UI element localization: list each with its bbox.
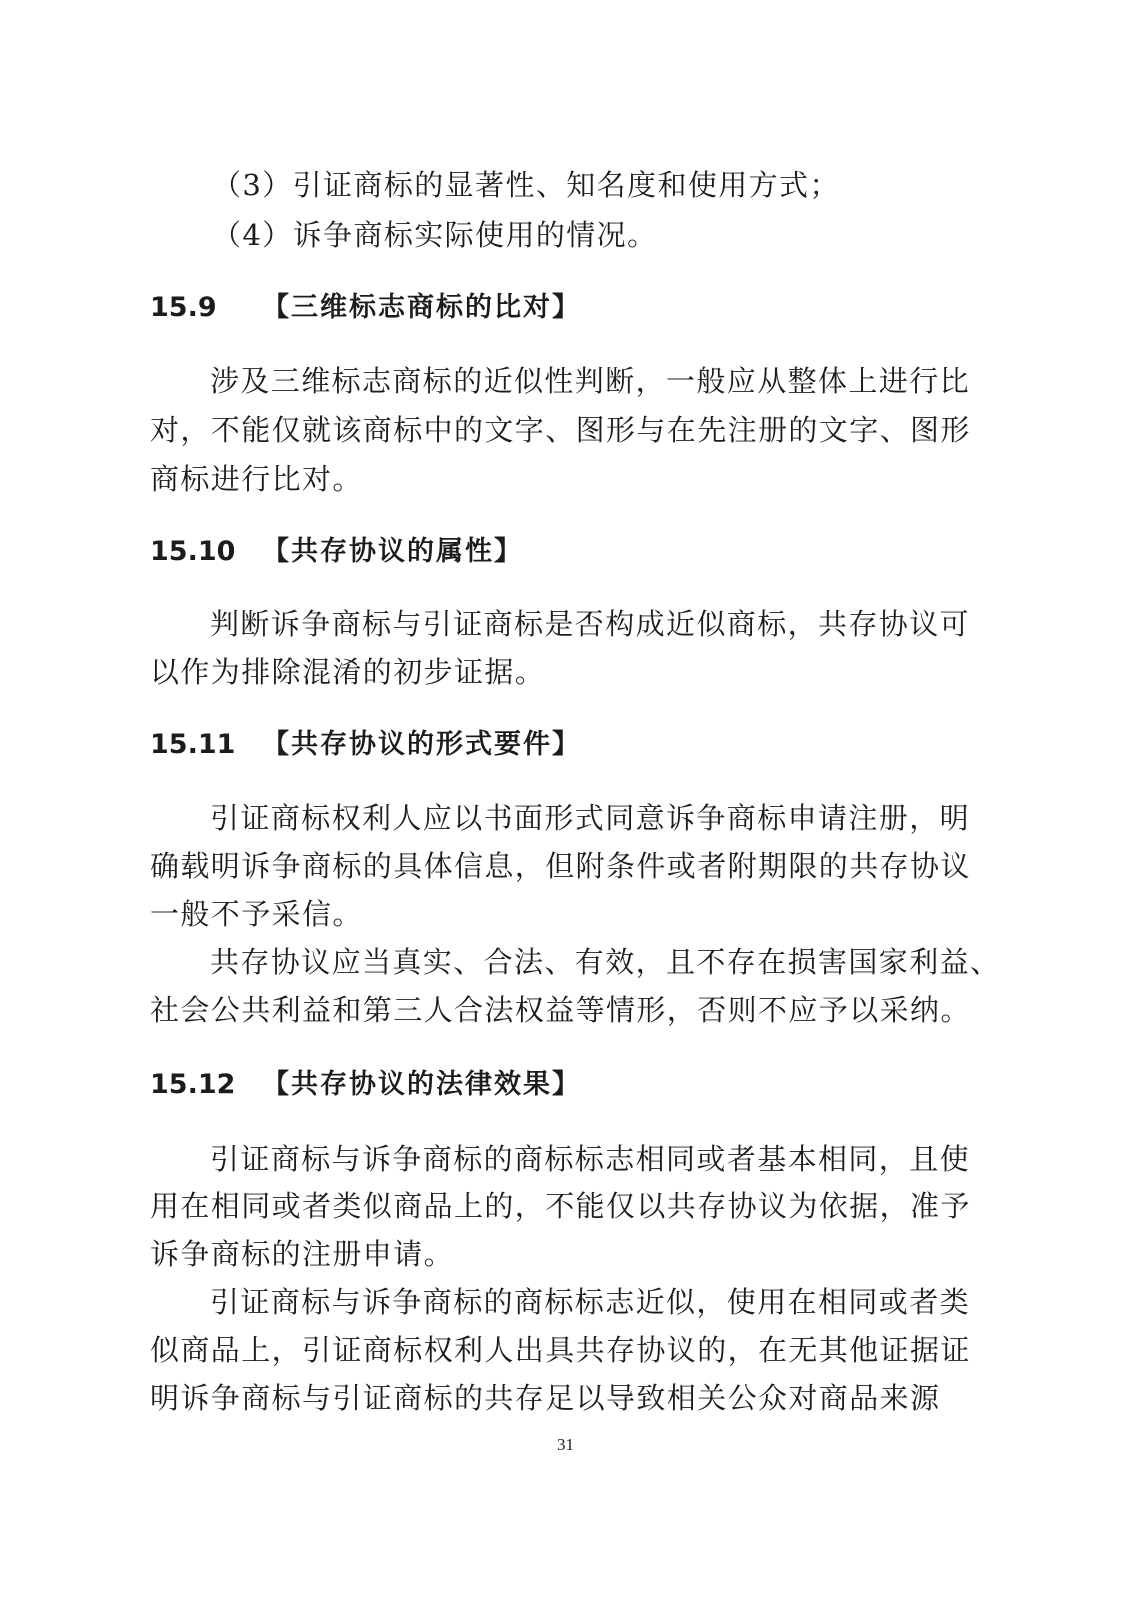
page-number: 31 [557, 1435, 574, 1454]
section-number: 15.11 [150, 729, 236, 760]
paragraph-line: 以作为排除混淆的初步证据。 [150, 655, 546, 689]
paragraph-line: 商标进行比对。 [150, 462, 363, 496]
paragraph-line: 引证商标与诉争商标的商标标志相同或者基本相同，且使 [210, 1142, 971, 1176]
section-heading [150, 725, 581, 765]
section-number: 15.10 [150, 536, 236, 567]
section-number: 15.9 [150, 292, 217, 323]
section-title: 【共存协议的形式要件】 [262, 729, 581, 760]
section-heading [150, 288, 581, 328]
section-heading [150, 532, 523, 572]
paragraph-line: 引证商标与诉争商标的商标标志近似，使用在相同或者类 [210, 1285, 971, 1319]
paragraph-line: 似商品上，引证商标权利人出具共存协议的，在无其他证据证 [150, 1333, 971, 1367]
paragraph-line: 对，不能仅就该商标中的文字、图形与在先注册的文字、图形 [150, 413, 971, 447]
section-number: 15.12 [150, 1069, 236, 1100]
paragraph-line: 共存协议应当真实、合法、有效，且不存在损害国家利益、 [210, 945, 1001, 979]
paragraph-line: 社会公共利益和第三人合法权益等情形，否则不应予以采纳。 [150, 993, 971, 1027]
paragraph-line: 用在相同或者类似商品上的，不能仅以共存协议为依据，准予 [150, 1189, 971, 1223]
section-title: 【共存协议的法律效果】 [262, 1069, 581, 1100]
paragraph-line: 一般不予采信。 [150, 897, 363, 931]
list-item: （3）引证商标的显著性、知名度和使用方式； [212, 168, 840, 202]
paragraph-line: 引证商标权利人应以书面形式同意诉争商标申请注册，明 [210, 801, 971, 835]
paragraph-line: 涉及三维标志商标的近似性判断，一般应从整体上进行比 [210, 364, 971, 398]
paragraph-line: 明诉争商标与引证商标的共存足以导致相关公众对商品来源 [150, 1381, 941, 1415]
list-item: （4）诉争商标实际使用的情况。 [212, 218, 658, 252]
paragraph-line: 判断诉争商标与引证商标是否构成近似商标，共存协议可 [210, 607, 971, 641]
section-heading [150, 1065, 581, 1105]
paragraph-line: 诉争商标的注册申请。 [150, 1237, 455, 1271]
section-title: 【共存协议的属性】 [262, 536, 523, 567]
section-title: 【三维标志商标的比对】 [262, 292, 581, 323]
paragraph-line: 确载明诉争商标的具体信息，但附条件或者附期限的共存协议 [150, 849, 971, 883]
